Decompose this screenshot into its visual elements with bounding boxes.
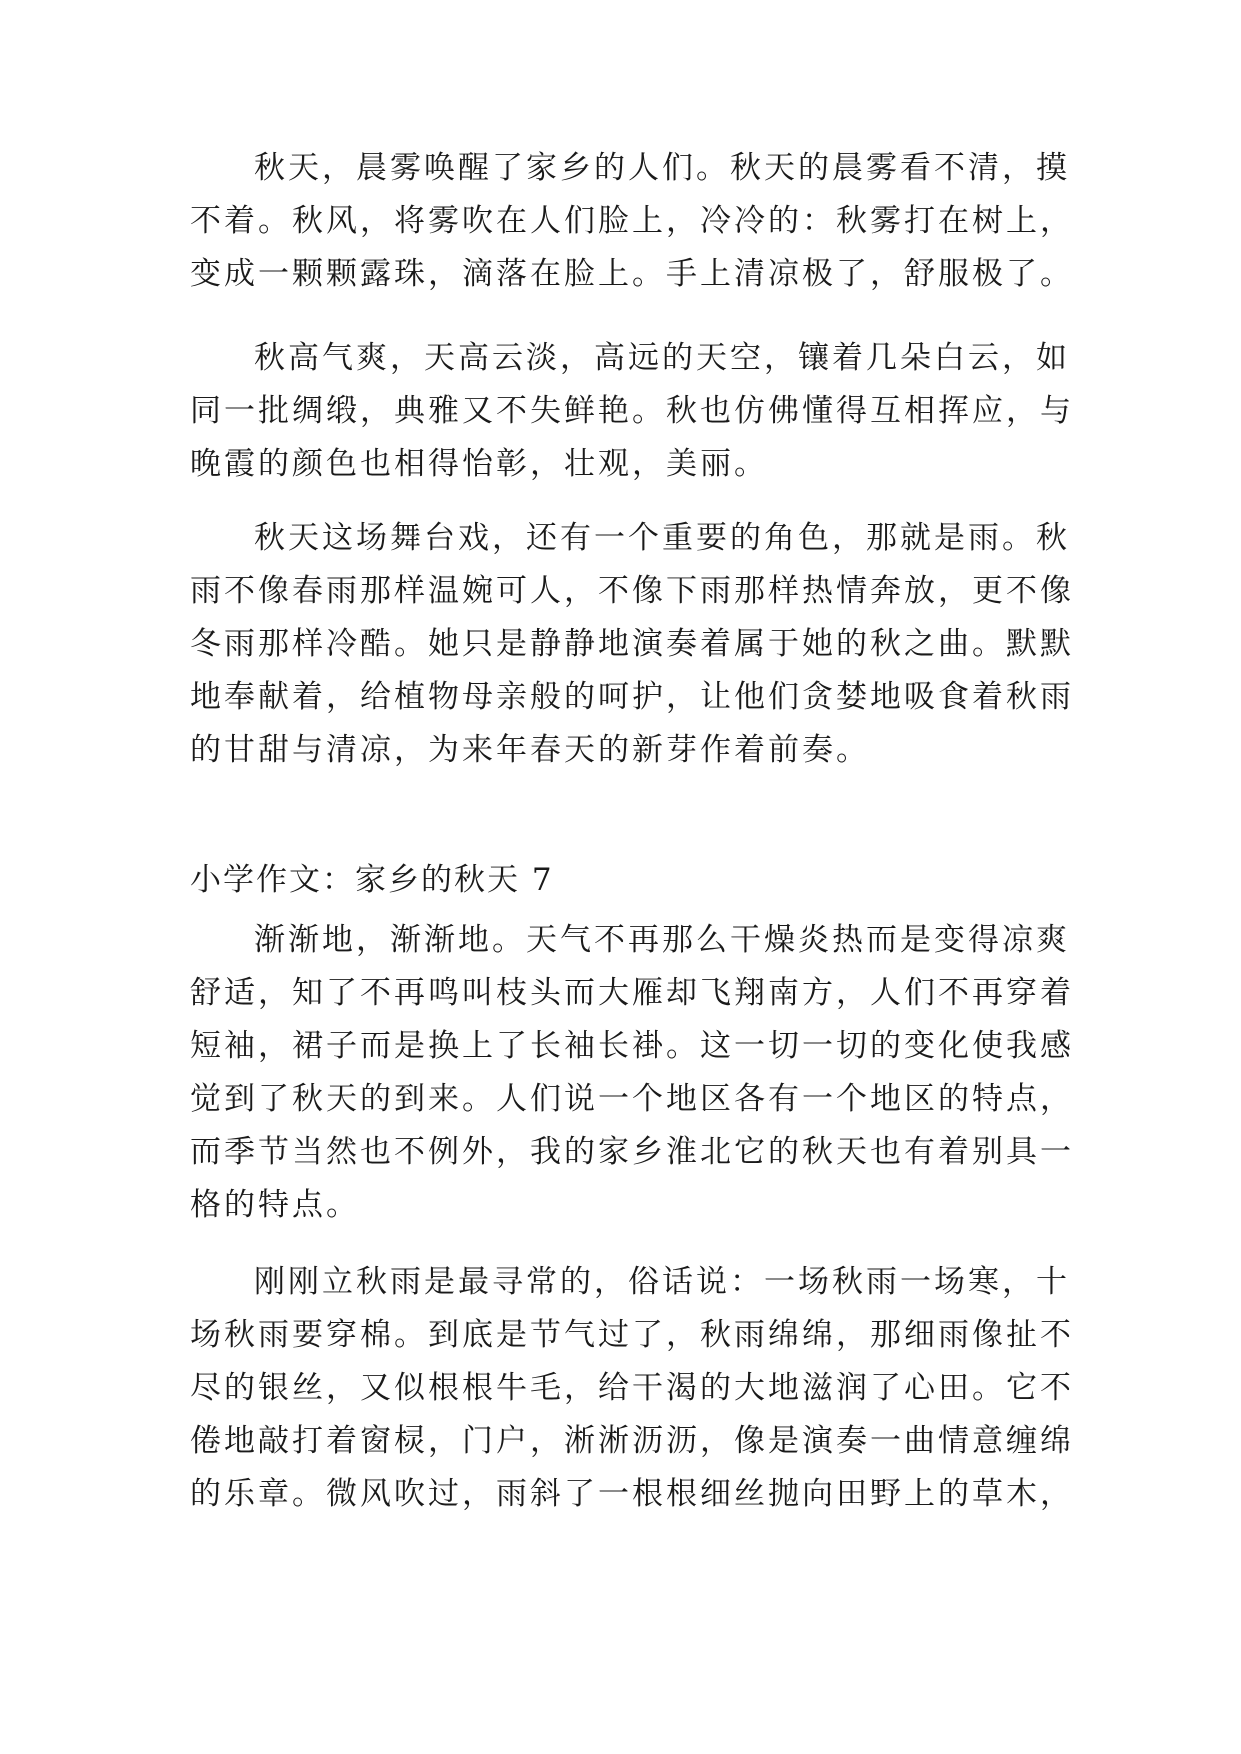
paragraph-line: 而季节当然也不例外，我的家乡淮北它的秋天也有着别具一 [190, 1134, 1074, 1170]
paragraph-line: 刚刚立秋雨是最寻常的，俗话说：一场秋雨一场寒，十 [254, 1264, 1070, 1300]
paragraph-line: 倦地敲打着窗棂，门户，淅淅沥沥，像是演奏一曲情意缠绵 [190, 1423, 1074, 1459]
paragraph-line: 秋天，晨雾唤醒了家乡的人们。秋天的晨雾看不清，摸 [254, 150, 1070, 186]
paragraph-line: 不着。秋风，将雾吹在人们脸上，冷冷的：秋雾打在树上， [190, 203, 1074, 239]
paragraph-line: 的甘甜与清凉，为来年春天的新芽作着前奏。 [190, 732, 870, 768]
paragraph-line: 冬雨那样冷酷。她只是静静地演奏着属于她的秋之曲。默默 [190, 626, 1074, 662]
section-heading: 小学作文：家乡的秋天 7 [190, 862, 554, 898]
paragraph-line: 秋天这场舞台戏，还有一个重要的角色，那就是雨。秋 [254, 520, 1070, 556]
paragraph-line: 地奉献着，给植物母亲般的呵护，让他们贪婪地吸食着秋雨 [190, 679, 1074, 715]
paragraph-line: 晚霞的颜色也相得怡彰，壮观，美丽。 [190, 446, 768, 482]
paragraph-line: 短袖，裙子而是换上了长袖长褂。这一切一切的变化使我感 [190, 1028, 1074, 1064]
paragraph-line: 觉到了秋天的到来。人们说一个地区各有一个地区的特点， [190, 1081, 1074, 1117]
paragraph-line: 舒适，知了不再鸣叫枝头而大雁却飞翔南方，人们不再穿着 [190, 975, 1074, 1011]
paragraph-line: 渐渐地，渐渐地。天气不再那么干燥炎热而是变得凉爽 [254, 922, 1070, 958]
paragraph-line: 变成一颗颗露珠，滴落在脸上。手上清凉极了，舒服极了。 [190, 256, 1074, 292]
paragraph-line: 格的特点。 [190, 1187, 360, 1223]
paragraph-line: 的乐章。微风吹过，雨斜了一根根细丝抛向田野上的草木， [190, 1476, 1074, 1512]
paragraph-line: 秋高气爽，天高云淡，高远的天空，镶着几朵白云，如 [254, 340, 1070, 376]
paragraph-line: 尽的银丝，又似根根牛毛，给干渴的大地滋润了心田。它不 [190, 1370, 1074, 1406]
paragraph-line: 场秋雨要穿棉。到底是节气过了，秋雨绵绵，那细雨像扯不 [190, 1317, 1074, 1353]
paragraph-line: 同一批绸缎，典雅又不失鲜艳。秋也仿佛懂得互相挥应，与 [190, 393, 1074, 429]
paragraph-line: 雨不像春雨那样温婉可人，不像下雨那样热情奔放，更不像 [190, 573, 1074, 609]
